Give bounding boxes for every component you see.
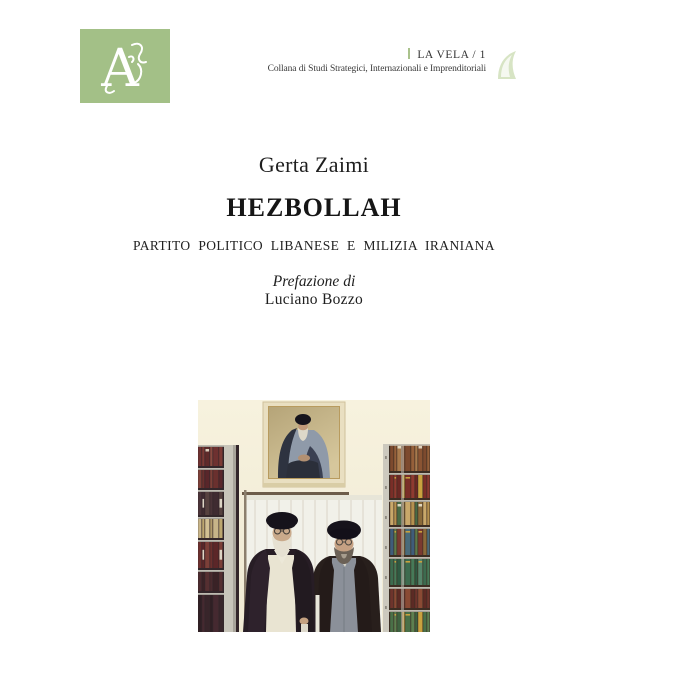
series-label: LA VELA / 1 xyxy=(417,49,486,61)
subtitle: PARTITO POLITICO LIBANESE E MILIZIA IRANIANA xyxy=(133,238,495,253)
page-title: HEZBOLLAH xyxy=(226,193,402,222)
sail-icon xyxy=(496,49,518,81)
curtain-gap xyxy=(316,595,320,632)
series-separator xyxy=(408,48,410,59)
bookshelf-left xyxy=(198,445,239,632)
preface-author: Luciano Bozzo xyxy=(264,291,364,308)
khomeini-portrait xyxy=(263,402,345,487)
curtain-rod xyxy=(242,492,349,495)
author-name: Gerta Zaimi xyxy=(258,152,370,177)
cover-photo xyxy=(198,400,430,632)
logo-letter-a: A xyxy=(101,39,139,99)
collana-label: Collana di Studi Strategici, Internazionali e Imprenditoriali xyxy=(267,64,486,74)
preface-label: Prefazione di xyxy=(272,273,356,290)
series-block xyxy=(268,48,518,81)
bookshelf-right xyxy=(383,444,430,632)
series-label-row xyxy=(268,48,486,61)
publisher-logo xyxy=(80,29,170,103)
